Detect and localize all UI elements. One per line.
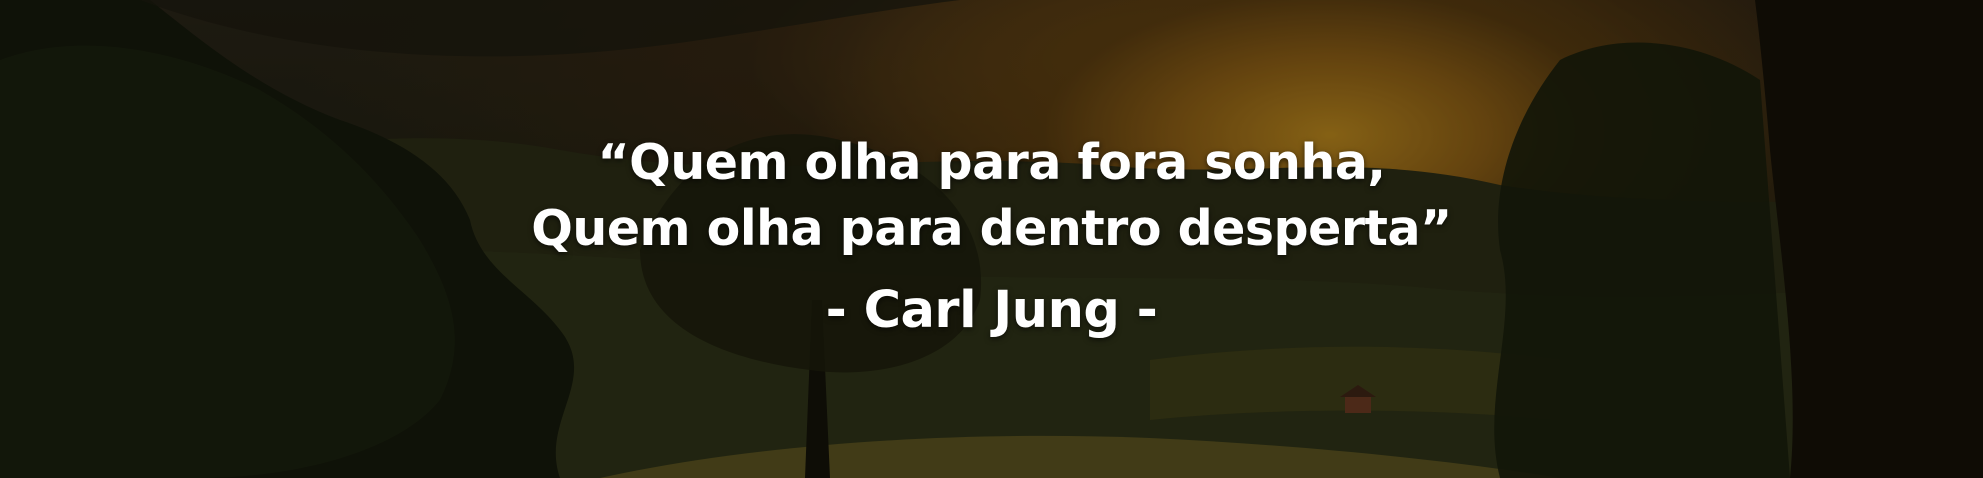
quote-line-2: Quem olha para dentro desperta” [531, 200, 1452, 257]
quote-author: - Carl Jung - [825, 281, 1158, 340]
quote-block [0, 130, 1983, 344]
quote-line-1: “Quem olha para fora sonha, [597, 134, 1386, 191]
